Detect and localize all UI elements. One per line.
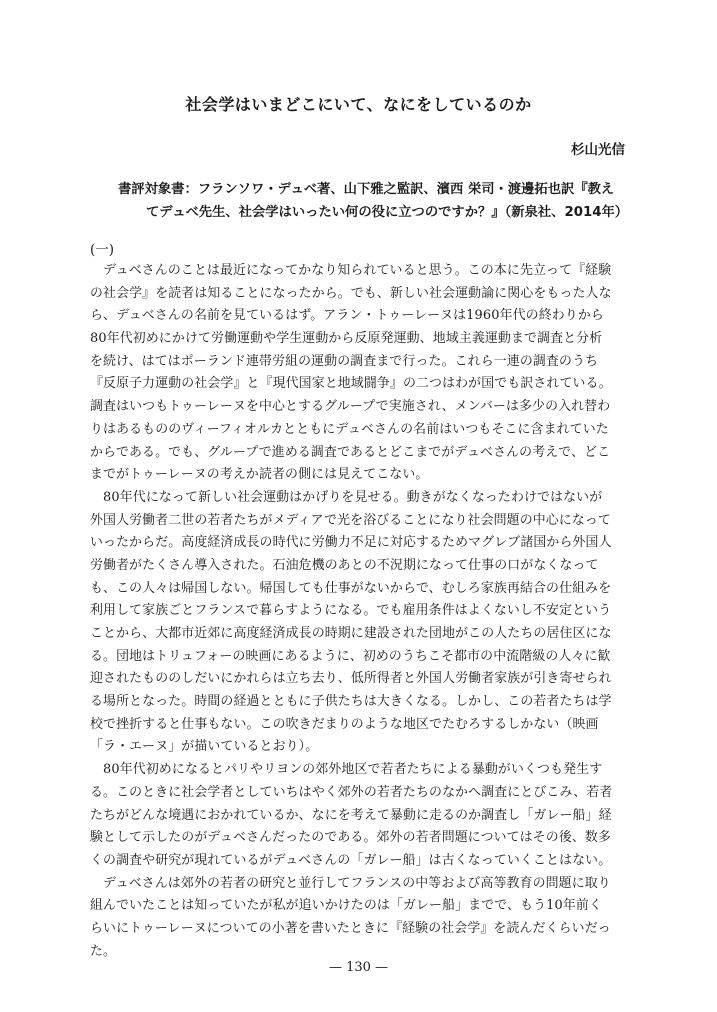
article-title: 社会学はいまどこにいて、なにをしているのか bbox=[185, 95, 532, 114]
body-line: らいにトゥーレーヌについての小著を書いたときに『経験の社会学』を読んだくらいだっ bbox=[90, 920, 611, 936]
body-line: までがトゥーレーヌの考えか読者の側には見えてこない。 bbox=[90, 467, 429, 483]
body-line: 80年代初めにかけて労働運動や学生運動から反原発運動、地域主義運動まで調査と分析 bbox=[90, 331, 603, 347]
body-line: ことから、大都市近郊に高度経済成長の時期に建設された団地がこの人たちの居住区にな bbox=[90, 626, 612, 641]
body-line: くの調査や研究が現れているがデュベさんの「ガレー船」は古くなっていくことはない。 bbox=[90, 852, 612, 868]
body-line: る。このときに社会学者としていちはやく郊外の若者たちのなかへ調査にとびこみ、若者 bbox=[90, 784, 613, 800]
body-line: からである。でも、グループで進める調査であるとどこまでがデュベさんの考えで、どこ bbox=[90, 444, 611, 460]
body-line: 「ラ・エーヌ」が描いているとおり）。 bbox=[90, 739, 319, 755]
review-target-line: 書評対象書：フランソワ・デュベ著、山下雅之監訳、濱西 栄司・渡邊拓也訳『教え bbox=[118, 182, 615, 197]
body-line: デュベさんは郊外の若者の研究と並行してフランスの中等および高等教育の問題に取り bbox=[90, 875, 611, 891]
body-line: た。 bbox=[90, 943, 117, 959]
body-line: 労働者がたくさん導入された。石油危機のあとの不況期になって仕事の口がなくなって bbox=[90, 557, 599, 573]
body-line: ら、デュベさんの名前を見ているはず。アラン・トゥーレーヌは1960年代の終わりから bbox=[90, 308, 604, 324]
body-line: る。団地はトリュフォーの映画にあるように、初めのうちこそ都市の中流階級の人々に歓 bbox=[90, 648, 611, 664]
body-line: 80年代初めになるとパリやリヨンの郊外地区で若者たちによる暴動がいくつも発生す bbox=[90, 762, 603, 778]
body-line: 組んでいたことは知っていたが私が追いかけたのは「ガレー船」までで、もう10年前く bbox=[90, 898, 602, 914]
body-line: 校で挫折すると仕事もない。この吹きだまりのような地区でたむろするしかない（映画 bbox=[90, 716, 599, 732]
body-line: も、この人々は帰国しない。帰国しても仕事がないからで、むしろ家族再結合の仕組みを bbox=[90, 580, 612, 596]
body-line: いったからだ。高度経済成長の時代に労働力不足に対応するためマグレブ諸国から外国人 bbox=[90, 535, 612, 551]
body-line: たちがどんな境遇におかれているか、なにを考えて暴動に走るのか調査し「ガレー船」経 bbox=[90, 807, 612, 823]
body-line: 外国人労働者二世の若者たちがメディアで光を浴びることになり社会問題の中心になって bbox=[90, 512, 611, 528]
body-line: 調査はいつもトゥーレーヌを中心とするグループで実施され、メンバーは多少の入れ替わ bbox=[90, 399, 611, 415]
body-line: 迎されたもののしだいにかれらは立ち去り、低所得者と外国人労働者家族が引き寄せられ bbox=[90, 671, 612, 687]
body-line: 『反原子力運動の社会学』と『現代国家と地域闘争』の二つはわが国でも訳されている。 bbox=[90, 376, 612, 392]
body-line: 験として示したのがデュベさんだったのである。郊外の若者問題についてはその後、数多 bbox=[90, 830, 611, 846]
body-line: 利用して家族ごとフランスで暮らすようになる。でも雇用条件はよくないし不安定という bbox=[90, 603, 612, 619]
body-line: 80年代になって新しい社会運動はかげりを見せる。動きがなくなったわけではないが bbox=[90, 489, 603, 505]
review-target bbox=[118, 178, 638, 224]
author-name: 杉山光信 bbox=[571, 142, 625, 158]
section-heading: (一) bbox=[90, 242, 115, 258]
page-number: — 130 — bbox=[328, 960, 389, 975]
body-line: の社会学』を読者は知ることになったから。でも、新しい社会運動論に関心をもった人な bbox=[90, 285, 612, 301]
body-line: デュベさんのことは最近になってかなり知られていると思う。この本に先立って『経験 bbox=[90, 263, 612, 278]
body-text bbox=[90, 260, 630, 963]
body-line: る場所となった。時間の経過とともに子供たちは大きくなる。しかし、この若者たちは学 bbox=[90, 694, 612, 710]
review-target-line: てデュベ先生、社会学はいったい何の役に立つのですか？』（新泉社、2014年） bbox=[146, 205, 629, 220]
body-line: を続け、はてはポーランド連帯労組の運動の調査まで行った。これら一連の調査のうち bbox=[90, 353, 599, 369]
body-line: りはあるもののヴィーフィオルカとともにデュベさんの名前はいつもそこに含まれていた bbox=[90, 421, 609, 437]
